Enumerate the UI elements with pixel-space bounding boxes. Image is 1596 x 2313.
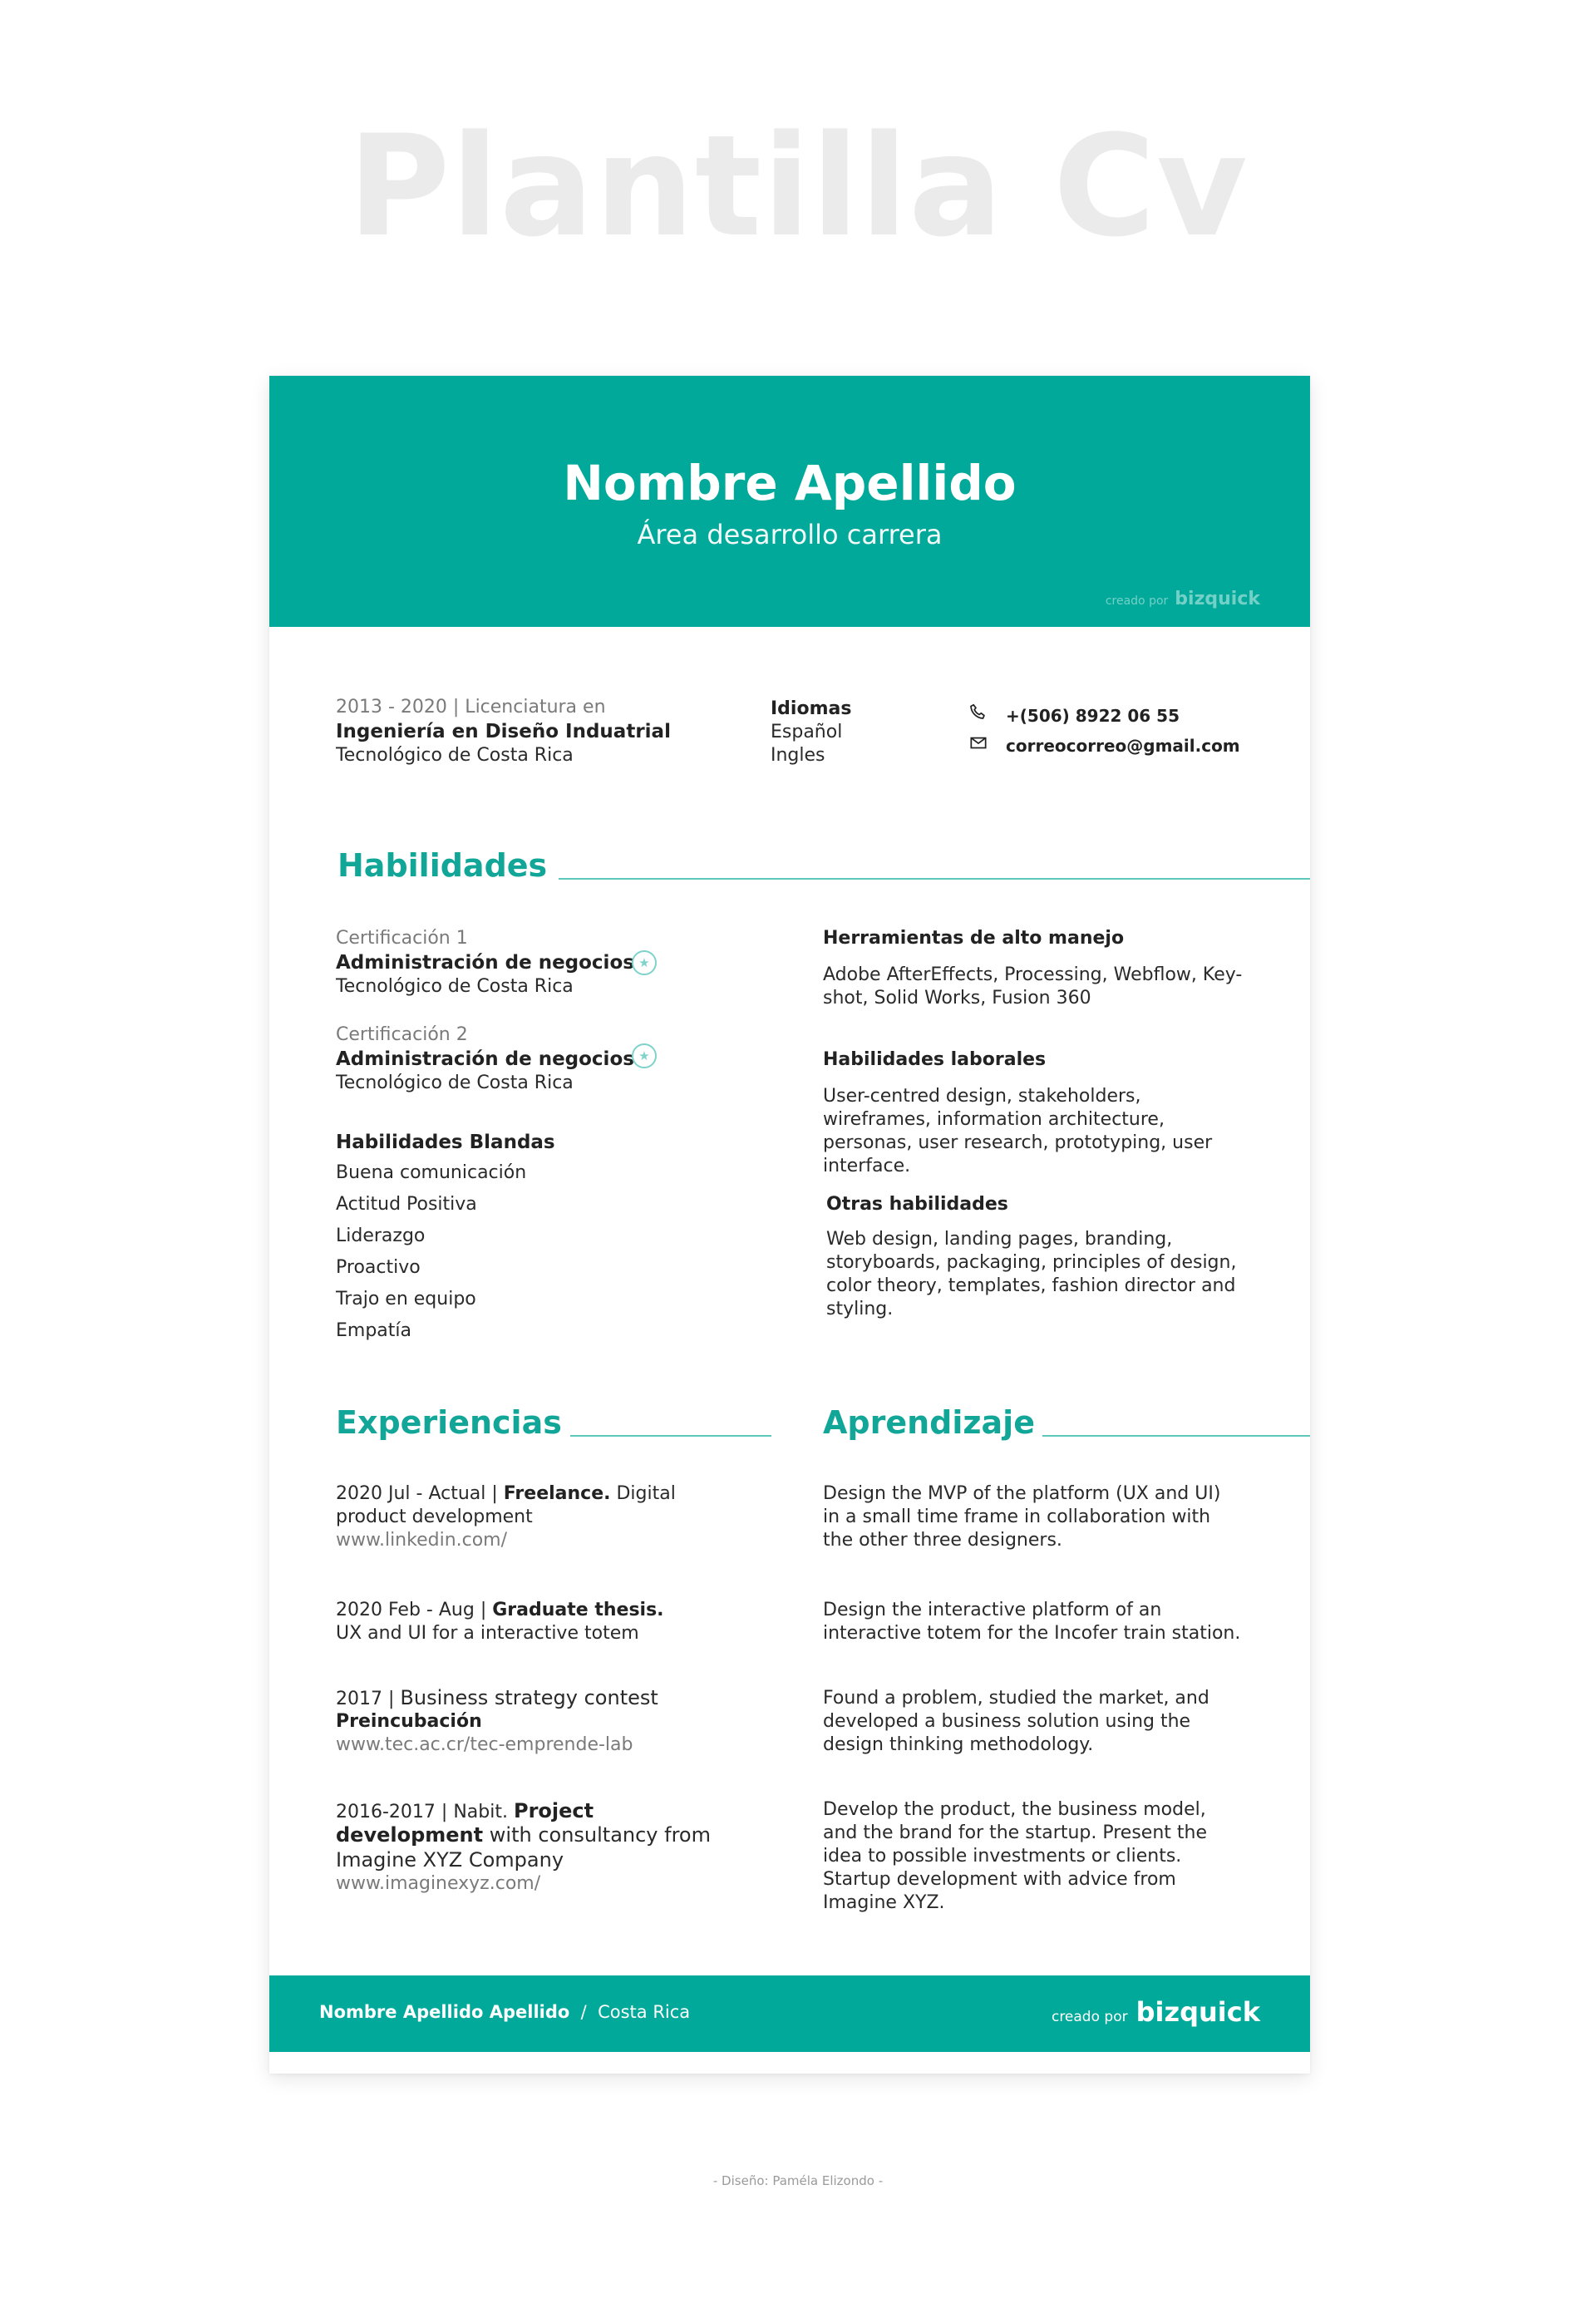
footer-name: Nombre Apellido Apellido: [319, 2002, 570, 2022]
experience-link[interactable]: www.imaginexyz.com/: [336, 1873, 541, 1894]
phone-icon: [968, 702, 989, 723]
learning-line: the other three designers.: [823, 1530, 1062, 1551]
person-role: Área desarrollo carrera: [637, 519, 943, 550]
experience-link[interactable]: www.linkedin.com/: [336, 1530, 508, 1551]
experience-line: [336, 1600, 664, 1622]
experience-text: Nabit.: [453, 1802, 508, 1822]
certification-name: Administración de negocios: [336, 952, 634, 974]
education-line1: [336, 697, 606, 719]
experience-line: Imagine XYZ Company: [336, 1848, 564, 1872]
footer-separator: /: [580, 2002, 587, 2022]
experience-sep: |: [388, 1689, 395, 1709]
education-years: 2013 - 2020: [336, 697, 447, 718]
learning-line: idea to possible investments or clients.: [823, 1846, 1182, 1867]
footer-credit-prefix: creado por: [1051, 2009, 1128, 2025]
learning-line: developed a business solution using the: [823, 1711, 1191, 1732]
learning-line: Found a problem, studied the market, and: [823, 1688, 1209, 1709]
learning-line: Imagine XYZ.: [823, 1892, 945, 1913]
language-item: Ingles: [771, 745, 825, 766]
star-badge-icon: ★: [632, 950, 657, 975]
soft-skill-item: Actitud Positiva: [336, 1194, 477, 1215]
experience-title: development: [336, 1823, 484, 1847]
education-school: Tecnológico de Costa Rica: [336, 745, 574, 766]
learning-line: interactive totem for the Incofer train station.: [823, 1623, 1241, 1644]
experience-date: 2017: [336, 1689, 382, 1709]
learning-line: and the brand for the startup. Present the: [823, 1822, 1207, 1843]
other-skills-line: Web design, landing pages, branding,: [826, 1229, 1173, 1250]
soft-skill-item: Liderazgo: [336, 1226, 426, 1246]
certification-school: Tecnológico de Costa Rica: [336, 976, 574, 997]
learning-line: in a small time frame in collaboration with: [823, 1507, 1211, 1527]
work-skills-line: interface.: [823, 1156, 911, 1176]
certification-label: Certificación 2: [336, 1024, 468, 1045]
certification-school: Tecnológico de Costa Rica: [336, 1073, 574, 1093]
experience-title: Graduate thesis.: [492, 1600, 664, 1620]
section-divider: [559, 878, 1310, 880]
language-item: Español: [771, 722, 843, 742]
experience-line: [336, 1483, 676, 1506]
cv-footer: [269, 1975, 1310, 2052]
experience-title: Freelance.: [503, 1483, 611, 1504]
page-title: Plantilla Cv: [347, 105, 1249, 268]
cv-header: [269, 376, 1310, 627]
section-title-aprendizaje: Aprendizaje: [823, 1404, 1035, 1441]
education-degree-label: | Licenciatura en: [452, 697, 606, 718]
soft-skill-item: Proactivo: [336, 1257, 421, 1278]
tools-line: Adobe AfterEffects, Processing, Webflow, Key-: [823, 964, 1243, 985]
star-badge-icon: ★: [632, 1043, 657, 1068]
experience-date: 2020 Feb - Aug: [336, 1600, 475, 1620]
soft-skill-item: Empatía: [336, 1320, 411, 1341]
education-degree: Ingeniería en Diseño Induatrial: [336, 721, 671, 742]
other-skills-line: color theory, templates, fashion director and: [826, 1275, 1236, 1296]
experience-line: [336, 1799, 594, 1824]
experience-line: [336, 1686, 658, 1711]
experience-sep: |: [441, 1802, 448, 1822]
work-skills-line: wireframes, information architecture,: [823, 1109, 1165, 1130]
work-skills-line: personas, user research, prototyping, user: [823, 1132, 1213, 1153]
footer-credit: [1051, 1996, 1260, 2028]
footer-location: Costa Rica: [598, 2002, 691, 2022]
soft-skills-title: Habilidades Blandas: [336, 1132, 555, 1153]
learning-line: Startup development with advice from: [823, 1869, 1176, 1890]
other-skills-line: storyboards, packaging, principles of design,: [826, 1252, 1237, 1273]
other-skills-title: Otras habilidades: [826, 1194, 1008, 1215]
footer-credit-brand: bizquick: [1135, 1996, 1260, 2028]
cv-sheet: [269, 376, 1310, 2074]
person-name: Nombre Apellido: [563, 455, 1017, 511]
experience-title: Preincubación: [336, 1711, 482, 1732]
certification-name: Administración de negocios: [336, 1048, 634, 1070]
section-title-habilidades: Habilidades: [337, 847, 548, 884]
learning-line: Design the MVP of the platform (UX and UI): [823, 1483, 1221, 1504]
experience-link[interactable]: www.tec.ac.cr/tec-emprende-lab: [336, 1734, 633, 1755]
soft-skill-item: Buena comunicación: [336, 1162, 527, 1183]
section-title-experiencias: Experiencias: [336, 1404, 562, 1441]
experience-line: product development: [336, 1507, 533, 1527]
other-skills-line: styling.: [826, 1299, 894, 1319]
tools-title: Herramientas de alto manejo: [823, 928, 1125, 949]
experience-text: Business strategy contest: [400, 1686, 658, 1709]
section-divider: [570, 1435, 771, 1437]
experience-sep: |: [480, 1600, 487, 1620]
experience-text: with consultancy from: [489, 1823, 711, 1847]
contact-phone[interactable]: +(506) 8922 06 55: [1006, 706, 1180, 726]
design-credit: - Diseño: Paméla Elizondo -: [712, 2173, 884, 2188]
header-credit: [1106, 590, 1260, 609]
experience-line: UX and UI for a interactive totem: [336, 1623, 639, 1644]
work-skills-line: User-centred design, stakeholders,: [823, 1086, 1141, 1107]
experience-line: [336, 1823, 711, 1847]
experience-date: 2020 Jul - Actual: [336, 1483, 486, 1504]
header-credit-prefix: creado por: [1105, 594, 1169, 608]
learning-line: design thinking methodology.: [823, 1734, 1094, 1755]
work-skills-title: Habilidades laborales: [823, 1049, 1047, 1070]
learning-line: Develop the product, the business model,: [823, 1799, 1206, 1820]
footer-identity: [319, 2004, 690, 2021]
experience-title: Project: [513, 1799, 594, 1822]
section-divider: [1042, 1435, 1310, 1437]
learning-line: Design the interactive platform of an: [823, 1600, 1162, 1620]
languages-title: Idiomas: [771, 698, 852, 719]
experience-text: Digital: [616, 1483, 676, 1504]
experience-date: 2016-2017: [336, 1802, 436, 1822]
soft-skill-item: Trajo en equipo: [336, 1289, 476, 1309]
tools-line: shot, Solid Works, Fusion 360: [823, 988, 1091, 1009]
contact-email[interactable]: correocorreo@gmail.com: [1006, 736, 1240, 756]
certification-label: Certificación 1: [336, 928, 468, 949]
header-credit-brand: bizquick: [1175, 589, 1260, 609]
mail-icon: [968, 732, 989, 753]
experience-sep: |: [491, 1483, 498, 1504]
